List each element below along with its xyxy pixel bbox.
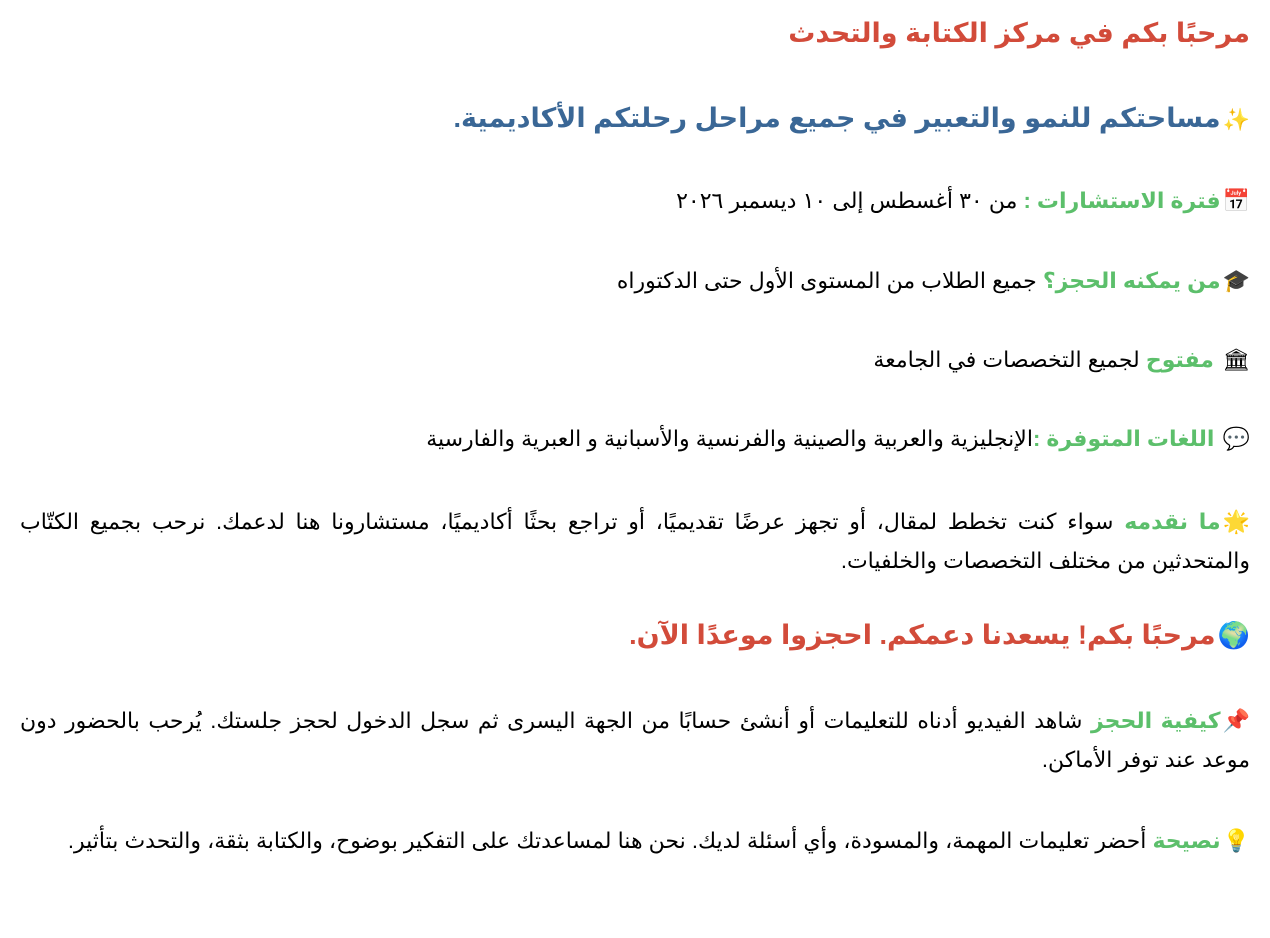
consultation-period-line	[676, 188, 1250, 214]
light-bulb-icon: 💡	[1222, 829, 1250, 854]
how-to-book-label: كيفية الحجز	[1090, 708, 1221, 733]
page-subtitle	[453, 103, 1250, 134]
tip-paragraph	[20, 822, 1250, 861]
offer-label: ما نقدمه	[1124, 509, 1221, 534]
who-can-book-text: جميع الطلاب من المستوى الأول حتى الدكتوراه	[616, 268, 1043, 293]
tip-text: أحضر تعليمات المهمة، والمسودة، وأي أسئلة لديك. نحن هنا لمساعدتك على التفكير بوضوح، والكتابة بثقة، والتحدث بتأثير.	[67, 828, 1153, 853]
how-to-book-paragraph	[20, 702, 1250, 779]
open-to-label: مفتوح	[1145, 347, 1214, 372]
who-can-book-line	[617, 268, 1250, 294]
university-building-icon: 🏛	[1222, 348, 1250, 373]
languages-text: الإنجليزية والعربية والصينية والفرنسية والأسبانية و العبرية والفارسية	[426, 426, 1033, 451]
offer-text: سواء كنت تخطط لمقال، أو تجهز عرضًا تقديميًا، أو تراجع بحثًا أكاديميًا، مستشارونا هنا لدعمك. نرحب بجميع الكتّاب والمتحدثين من مختلف التخصصات والخلفيات.	[20, 509, 1250, 573]
welcome-text: مرحبًا بكم! يسعدنا دعمكم. احجزوا موعدًا الآن.	[629, 620, 1216, 650]
page-title: مرحبًا بكم في مركز الكتابة والتحدث	[788, 18, 1250, 48]
open-to-line	[873, 347, 1250, 373]
glowing-star-icon: 🌟	[1222, 510, 1250, 535]
tip-label: نصيحة	[1152, 828, 1221, 853]
consultation-period-label: فترة الاستشارات :	[1023, 188, 1221, 213]
languages-line	[426, 426, 1250, 452]
offer-paragraph	[20, 503, 1250, 580]
how-to-book-text: شاهد الفيديو أدناه للتعليمات أو أنشئ حسابًا من الجهة اليسرى ثم سجل الدخول لحجز جلستك. يُرحب بالحضور دون موعد عند توفر الأماكن.	[20, 708, 1250, 772]
consultation-period-text: من ٣٠ أغسطس إلى ١٠ ديسمبر ٢٠٢٦	[676, 188, 1024, 213]
graduation-cap-icon: 🎓	[1222, 269, 1250, 294]
who-can-book-label: من يمكنه الحجز؟	[1042, 268, 1221, 293]
speech-bubble-icon: 💬	[1222, 427, 1250, 452]
pushpin-icon: 📌	[1222, 709, 1250, 734]
subtitle-text: مساحتكم للنمو والتعبير في جميع مراحل رحلتكم الأكاديمية.	[453, 103, 1221, 133]
calendar-icon: 📅	[1222, 189, 1250, 214]
globe-icon: 🌍	[1217, 621, 1250, 651]
sparkles-icon: ✨	[1222, 108, 1250, 133]
welcome-banner	[629, 620, 1250, 651]
open-to-text: لجميع التخصصات في الجامعة	[873, 347, 1146, 372]
languages-label: اللغات المتوفرة :	[1032, 426, 1215, 451]
